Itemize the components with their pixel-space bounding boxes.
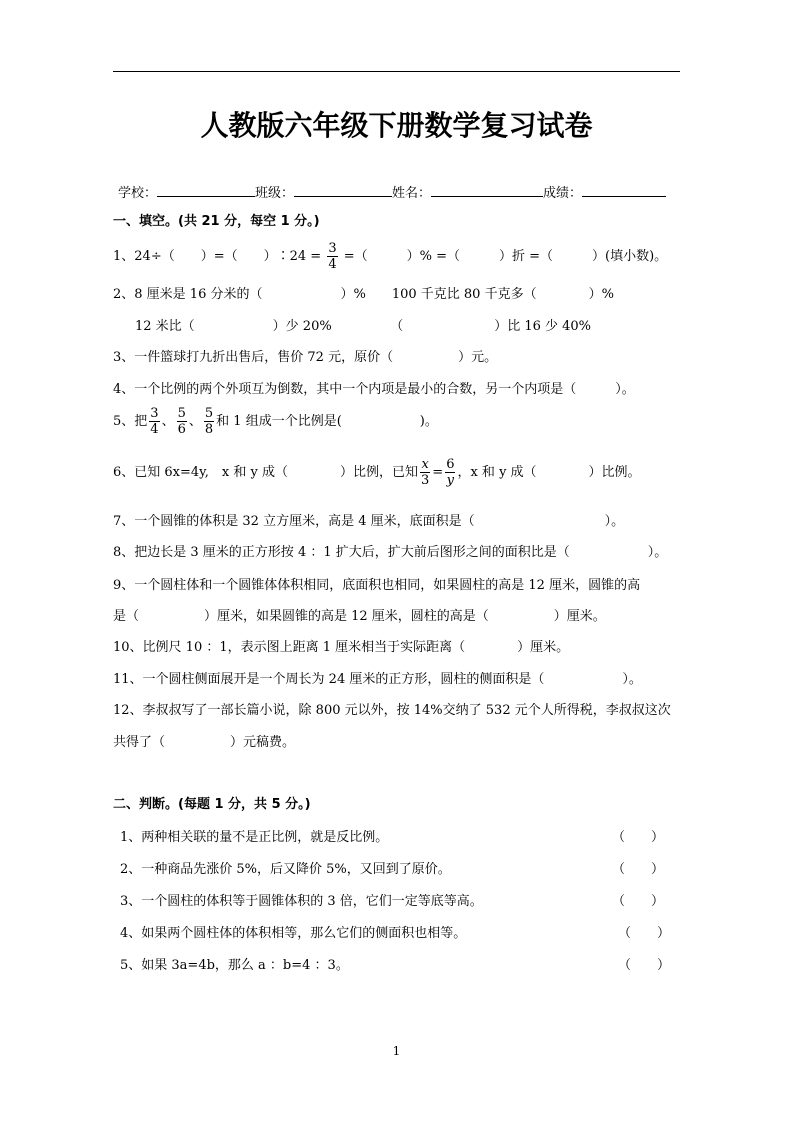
q5-f2-denominator: 6 bbox=[177, 422, 186, 437]
question-10: 10、比例尺 10 ：1，表示图上距离 1 厘米相当于实际距离（ ）厘米。 bbox=[113, 640, 570, 655]
name-label: 姓名： bbox=[392, 186, 432, 201]
page-title: 人教版六年级下册数学复习试卷 bbox=[200, 109, 593, 142]
score-label: 成绩： bbox=[543, 186, 583, 201]
school-label: 学校： bbox=[118, 186, 158, 201]
judge-text: 4、如果两个圆柱体的体积相等，那么它们的侧面积也相等。 bbox=[120, 926, 467, 941]
question-6 bbox=[113, 457, 641, 488]
question-9a: 9、一个圆柱体和一个圆锥体体积相同，底面积也相同，如果圆柱的高是 12 厘米，圆锥的高 bbox=[113, 578, 641, 593]
q6-fraction-1 bbox=[420, 457, 430, 488]
question-12a: 12、李叔叔写了一部长篇小说，除 800 元以外，按 14%交纳了 532 元个人所得税，李叔叔这次 bbox=[113, 703, 671, 718]
q5-suffix: 和 1 组成一个比例是( )。 bbox=[216, 414, 438, 429]
judge-item-3 bbox=[120, 890, 483, 909]
name-blank[interactable] bbox=[431, 184, 543, 197]
q5-separator-1: 、 bbox=[161, 414, 175, 429]
q5-separator-2: 、 bbox=[188, 414, 202, 429]
class-blank[interactable] bbox=[294, 184, 392, 197]
judge-answer-3[interactable]: （ ） bbox=[612, 894, 665, 909]
judge-text: 3、一个圆柱的体积等于圆锥体积的 3 倍，它们一定等底等高。 bbox=[120, 894, 483, 909]
judge-text: 2、一种商品先涨价 5%，后又降价 5%，又回到了原价。 bbox=[120, 862, 451, 877]
q5-f3-numerator: 5 bbox=[204, 406, 214, 421]
question-8: 8、把边长是 3 厘米的正方形按 4 ：1 扩大后，扩大前后图形之间的面积比是（ ）。 bbox=[113, 545, 668, 560]
judge-answer-5[interactable]: （ ） bbox=[618, 958, 671, 973]
student-info-row bbox=[118, 184, 666, 202]
question-5 bbox=[113, 406, 438, 437]
question-7: 7、一个圆锥的体积是 32 立方厘米，高是 4 厘米，底面积是（ ）。 bbox=[113, 514, 625, 529]
q6-f1-denominator: 3 bbox=[421, 473, 430, 488]
q6-equals: = bbox=[432, 465, 444, 480]
q6-f2-denominator: y bbox=[446, 473, 454, 488]
judge-item-2 bbox=[120, 858, 451, 877]
q6-prefix: 6、已知 6x=4y, x 和 y 成（ ）比例，已知 bbox=[113, 465, 418, 480]
page-number: 1 bbox=[392, 1044, 401, 1058]
judge-answer-4[interactable]: （ ） bbox=[618, 926, 671, 941]
q1-part-a: 1、24÷（ ）=（ ）∶24 = bbox=[113, 249, 322, 264]
question-1 bbox=[113, 241, 667, 272]
q5-f1-denominator: 4 bbox=[150, 422, 159, 437]
q6-f1-numerator: x bbox=[421, 457, 429, 472]
q1-fraction bbox=[327, 241, 337, 272]
q6-f2-numerator: 6 bbox=[446, 457, 455, 472]
judge-answer-2[interactable]: （ ） bbox=[612, 862, 665, 877]
question-12b: 共得了（ ）元稿费。 bbox=[113, 735, 296, 750]
header-rule bbox=[113, 71, 680, 72]
q5-f2-numerator: 5 bbox=[177, 406, 186, 421]
question-3: 3、一件篮球打九折出售后，售价 72 元，原价（ ）元。 bbox=[113, 350, 498, 365]
score-blank[interactable] bbox=[582, 184, 666, 197]
q5-fraction-2 bbox=[177, 406, 187, 437]
question-2a: 2、8 厘米是 16 分米的（ ）% 100 千克比 80 千克多（ ）% bbox=[113, 287, 614, 302]
q6-suffix: ，x 和 y 成（ ）比例。 bbox=[457, 465, 641, 480]
section2-heading: 二、判断。(每题 1 分，共 5 分。) bbox=[113, 797, 311, 812]
judge-item-4 bbox=[120, 922, 466, 941]
q1-part-b: =（ ）% =（ ）折 =（ ）(填小数)。 bbox=[343, 249, 668, 264]
q5-f3-denominator: 8 bbox=[204, 422, 214, 437]
school-blank[interactable] bbox=[157, 184, 255, 197]
q5-prefix: 5、把 bbox=[113, 414, 148, 429]
judge-text: 5、如果 3a=4b，那么 a ：b=4 ：3。 bbox=[120, 958, 349, 973]
judge-text: 1、两种相关联的量不是正比例，就是反比例。 bbox=[120, 830, 389, 845]
judge-answer-1[interactable]: （ ） bbox=[612, 830, 665, 845]
question-9b: 是（ ）厘米，如果圆锥的高是 12 厘米，圆柱的高是（ ）厘米。 bbox=[113, 609, 606, 624]
section1-heading: 一、填空。(共 21 分，每空 1 分。) bbox=[113, 214, 320, 229]
q5-fraction-1 bbox=[149, 406, 159, 437]
q1-numerator: 3 bbox=[328, 241, 337, 256]
judge-item-1 bbox=[120, 826, 388, 845]
q5-fraction-3 bbox=[204, 406, 214, 437]
question-4: 4、一个比例的两个外项互为倒数，其中一个内项是最小的合数，另一个内项是（ ）。 bbox=[113, 382, 635, 397]
judge-item-5 bbox=[120, 954, 349, 973]
question-11: 11、一个圆柱侧面展开是一个周长为 24 厘米的正方形，圆柱的侧面积是（ ）。 bbox=[113, 672, 642, 687]
class-label: 班级： bbox=[255, 186, 295, 201]
q1-denominator: 4 bbox=[328, 257, 337, 272]
q6-fraction-2 bbox=[445, 457, 455, 488]
q5-f1-numerator: 3 bbox=[150, 406, 159, 421]
question-2b: 12 米比（ ）少 20% （ ）比 16 少 40% bbox=[135, 319, 592, 334]
